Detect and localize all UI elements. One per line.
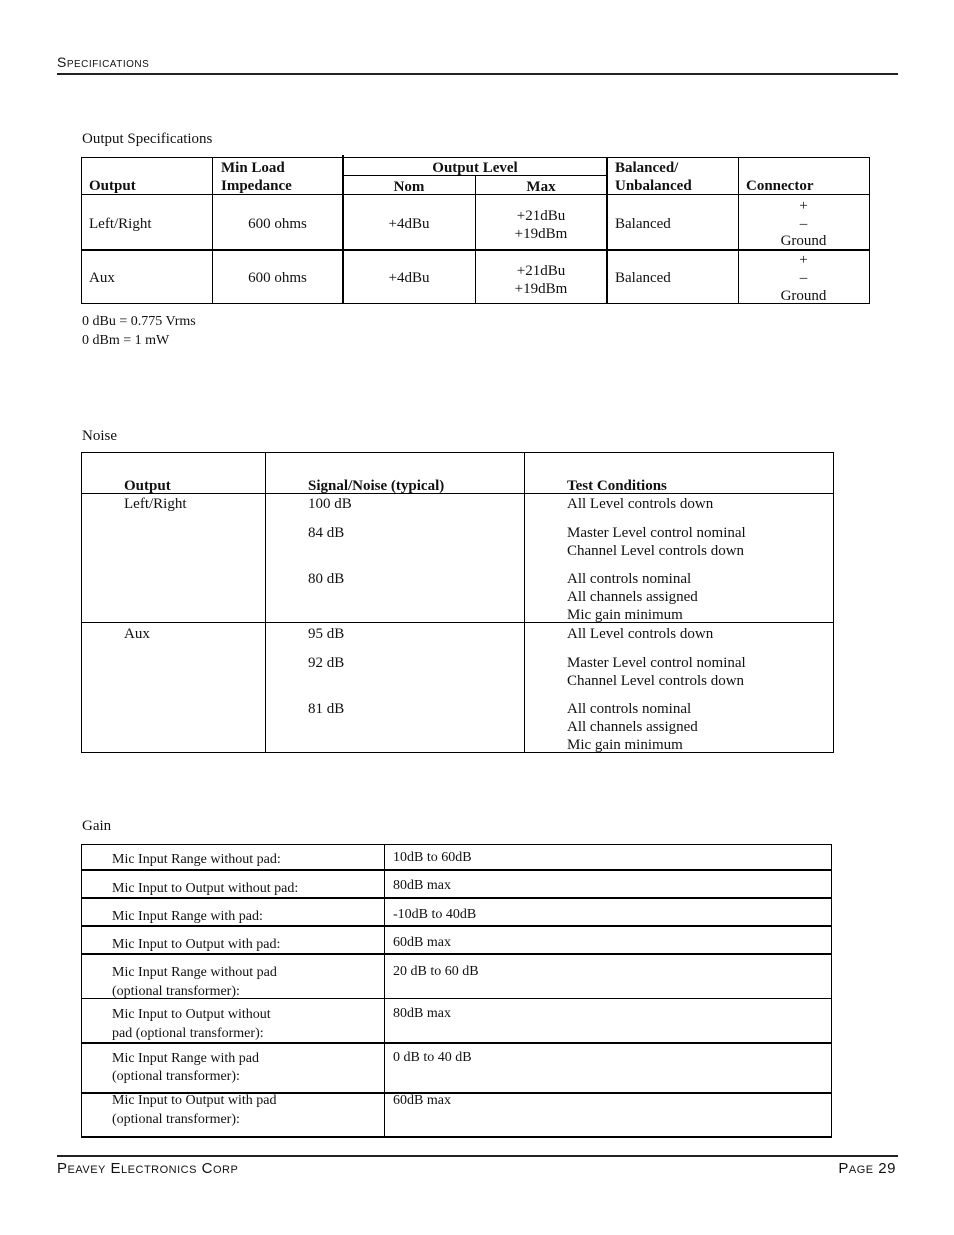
row-nom: +4dBu: [388, 216, 430, 232]
row-balanced: Balanced: [615, 216, 671, 232]
noise-tc: All controls nominal: [567, 571, 692, 587]
output-specs-caption: Output Specifications: [82, 131, 213, 147]
col-impedance: Impedance: [221, 178, 292, 194]
row-connector: –: [799, 270, 808, 286]
row-impedance: 600 ohms: [248, 216, 307, 232]
row-balanced: Balanced: [615, 270, 671, 286]
col-unbalanced: Unbalanced: [615, 178, 692, 194]
row-max: +19dBm: [514, 281, 568, 297]
gain-label: Mic Input Range without pad:: [112, 852, 281, 867]
gain-value: -10dB to 40dB: [393, 907, 477, 922]
noise-caption: Noise: [82, 428, 117, 444]
row-max: +19dBm: [514, 226, 568, 242]
row-impedance: 600 ohms: [248, 270, 307, 286]
footer-rule: [57, 1155, 898, 1157]
footer-company: Peavey Electronics Corp: [57, 1160, 239, 1177]
header-rule: [57, 73, 898, 75]
noise-sn: 80 dB: [308, 571, 345, 587]
row-connector: –: [799, 216, 808, 232]
row-max: +21dBu: [516, 263, 566, 279]
gain-value: 80dB max: [393, 1006, 451, 1021]
gain-value: 60dB max: [393, 1093, 451, 1108]
noise-tc: Master Level control nominal: [567, 525, 746, 541]
gain-value: 60dB max: [393, 935, 451, 950]
col-output-level: Output Level: [432, 160, 518, 176]
noise-sn: 92 dB: [308, 655, 345, 671]
noise-tc: Mic gain minimum: [567, 737, 683, 753]
col-balanced: Balanced/: [615, 160, 679, 176]
row-nom: +4dBu: [388, 270, 430, 286]
col-output: Output: [124, 478, 171, 494]
gain-label: pad (optional transformer):: [112, 1026, 264, 1041]
gain-caption: Gain: [82, 818, 112, 834]
col-connector: Connector: [746, 178, 814, 194]
row-connector: Ground: [780, 233, 827, 249]
col-output: Output: [89, 178, 136, 194]
gain-label: Mic Input to Output with pad:: [112, 937, 281, 952]
row-connector: +: [799, 198, 808, 214]
row-output: Aux: [89, 270, 115, 286]
noise-tc: All controls nominal: [567, 701, 692, 717]
noise-tc: Master Level control nominal: [567, 655, 746, 671]
row-max: +21dBu: [516, 208, 566, 224]
noise-tc: All channels assigned: [567, 589, 698, 605]
gain-label: (optional transformer):: [112, 984, 240, 999]
gain-label: Mic Input to Output with pad: [112, 1093, 277, 1108]
gain-label: Mic Input to Output without pad:: [112, 881, 299, 896]
noise-output: Left/Right: [124, 496, 187, 512]
gain-value: 10dB to 60dB: [393, 850, 472, 865]
gain-label: Mic Input Range with pad: [112, 1051, 259, 1066]
noise-tc: Mic gain minimum: [567, 607, 683, 623]
noise-sn: 81 dB: [308, 701, 345, 717]
gain-value: 20 dB to 60 dB: [393, 964, 479, 979]
gain-label: Mic Input to Output without: [112, 1007, 271, 1022]
gain-label: Mic Input Range with pad:: [112, 909, 263, 924]
footer-page-number: Page 29: [838, 1160, 896, 1177]
note-dbm: 0 dBm = 1 mW: [82, 333, 170, 348]
noise-sn: 100 dB: [308, 496, 352, 512]
noise-sn: 84 dB: [308, 525, 345, 541]
gain-value: 0 dB to 40 dB: [393, 1050, 472, 1065]
section-header: Specifications: [57, 54, 150, 70]
noise-tc: All Level controls down: [567, 496, 714, 512]
row-output: Left/Right: [89, 216, 152, 232]
noise-sn: 95 dB: [308, 626, 345, 642]
row-connector: +: [799, 252, 808, 268]
col-min-load: Min Load: [221, 160, 285, 176]
col-test-conditions: Test Conditions: [567, 478, 667, 494]
reference-notes: [82, 312, 196, 350]
noise-tc: All channels assigned: [567, 719, 698, 735]
noise-tc: All Level controls down: [567, 626, 714, 642]
gain-label: Mic Input Range without pad: [112, 965, 277, 980]
noise-tc: Channel Level controls down: [567, 673, 745, 689]
col-signal-noise: Signal/Noise (typical): [308, 478, 445, 494]
noise-output: Aux: [124, 626, 150, 642]
gain-label: (optional transformer):: [112, 1112, 240, 1127]
gain-value: 80dB max: [393, 878, 451, 893]
row-connector: Ground: [780, 288, 827, 304]
note-dbu: 0 dBu = 0.775 Vrms: [82, 314, 196, 329]
col-nom: Nom: [393, 179, 425, 195]
col-max: Max: [526, 179, 556, 195]
gain-label: (optional transformer):: [112, 1069, 240, 1084]
noise-tc: Channel Level controls down: [567, 543, 745, 559]
